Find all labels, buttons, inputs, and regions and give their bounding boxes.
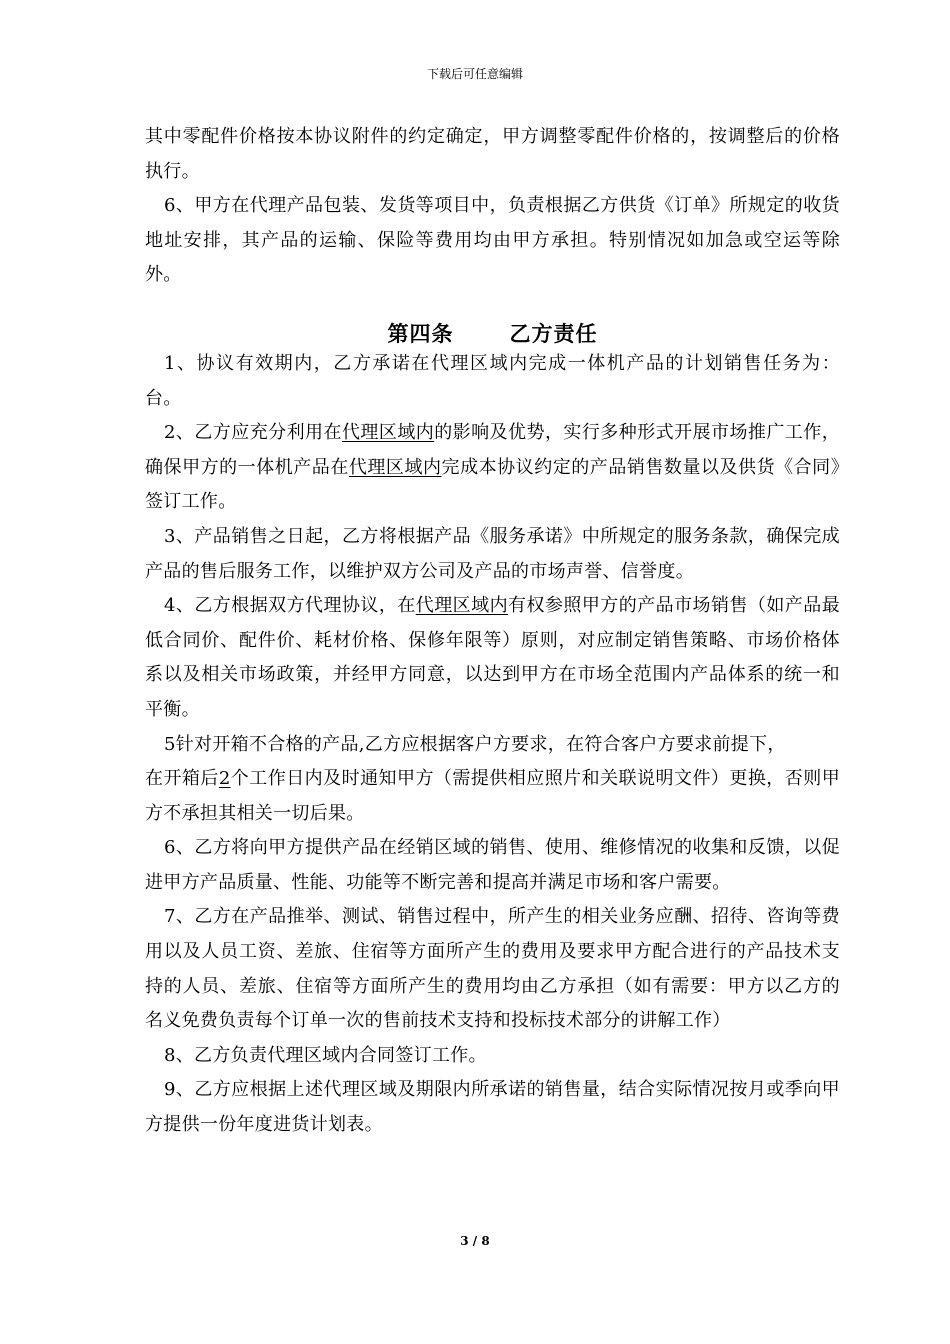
item-1-unit: 台。 [145, 387, 182, 409]
item-2-region-2: 代理区域内 [348, 456, 442, 478]
item-5-paragraph [145, 762, 840, 831]
item-4-paragraph [145, 589, 840, 727]
item-5-line-1: 5针对开箱不合格的产品,乙方应根据客户方要求，在符合客户方要求前提下， [164, 733, 786, 755]
item-2-region-1: 代理区域内 [341, 422, 435, 444]
page-number: 3 / 8 [460, 1234, 490, 1248]
clause-6-paragraph: 6、甲方在代理产品包装、发货等项目中，负责根据乙方供货《订单》所规定的收货地址安排，其产品的运输、保险等费用均由甲方承担。特别情况如加急或空运等除外。 [145, 195, 840, 286]
item-2-text-a: 2、乙方应充分利用在 [164, 422, 342, 444]
item-6-paragraph: 6、乙方将向甲方提供产品在经销区域的销售、使用、维修情况的收集和反馈，以促进甲方产品质量、性能、功能等不断完善和提高并满足市场和客户需要。 [145, 837, 840, 893]
continuation-paragraph: 其中零配件价格按本协议附件的约定确定，甲方调整零配件价格的，按调整后的价格执行。 [145, 126, 840, 182]
item-9-paragraph: 9、乙方应根据上述代理区域及期限内所承诺的销售量，结合实际情况按月或季向甲方提供一份年度进货计划表。 [145, 1079, 840, 1136]
item-5-days: 2 [218, 768, 231, 790]
item-7-paragraph: 7、乙方在产品推举、测试、销售过程中，所产生的相关业务应酬、招待、咨询等费用以及人员工资、差旅、住宿等方面所产生的费用及要求甲方配合进行的产品技术支持的人员、差旅、住宿等方面所产生的费用均由乙方承担（如有需要：甲方以乙方的名义免费负责每个订单一次的售前技术支持和投标技术部分的讲解工作） [145, 906, 840, 1032]
section-number: 第四条 [387, 320, 454, 346]
item-2-paragraph [145, 416, 840, 520]
item-4-region: 代理区域内 [415, 595, 509, 617]
page-header: 下载后可任意编辑 [426, 67, 523, 81]
section-title: 乙方责任 [509, 320, 598, 346]
item-4-text-a: 4、乙方根据双方代理协议，在 [164, 595, 416, 617]
section-heading [145, 321, 840, 347]
document-body [145, 120, 840, 1143]
item-2-text-b: 的影响及优势，实行多种形式开展市场推广工作，确保甲方的一体机产品在 [145, 422, 841, 478]
item-1-text: 1、协议有效期内，乙方承诺在代理区域内完成一体机产品的计划销售任务为： [164, 352, 840, 374]
item-5-text-b: 个工作日内及时通知甲方（需提供相应照片和关联说明文件）更换，否则甲方不承担其相关一切后果。 [145, 768, 840, 824]
item-1-paragraph [145, 347, 840, 416]
item-4-text-b: 有权参照甲方的产品市场销售（如产品最低合同价、配件价、耗材价格、保修年限等）原则，对应制定销售策略、市场价格体系以及相关市场政策，并经甲方同意，以达到甲方在市场全范围内产品体系的统一和平衡。 [145, 595, 840, 720]
item-3-paragraph: 3、产品销售之日起，乙方将根据产品《服务承诺》中所规定的服务条款，确保完成产品的售后服务工作，以维护双方公司及产品的市场声誉、信誉度。 [145, 525, 840, 582]
item-5-text-a: 在开箱后 [145, 768, 219, 790]
item-2-text-c: 完成本协议约定的产品销售数量以及供货《合同》签订工作。 [145, 456, 840, 513]
item-8-paragraph: 8、乙方负责代理区域内合同签订工作。 [164, 1044, 487, 1066]
